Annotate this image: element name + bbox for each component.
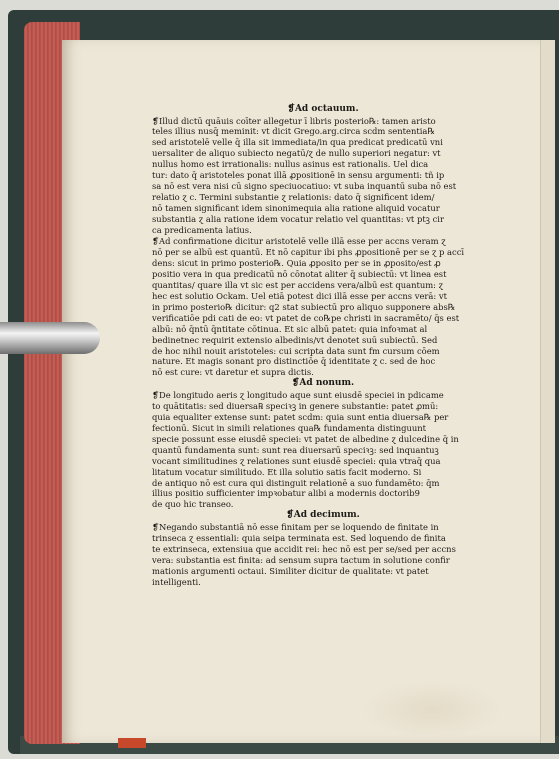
text-line: de antiquo nō est cura qui distinguit relationē a suo fundamēto: q̄m <box>152 477 440 488</box>
text-line: ca predicamenta latius. <box>152 225 252 236</box>
section-heading: ❡Ad nonum. <box>291 378 355 389</box>
text-line: albū: nō q̄ntū q̄ntitate cōtinua. Et sic albū patet: quia infoꝛmat al <box>152 323 428 334</box>
text-line: mationis argumenti octaui. Similiter dicitur de qualitate: vt patet <box>152 565 429 576</box>
text-line: de hoc nihil nouit aristoteles: cui scripta data sunt fm cursum cōem <box>152 345 440 356</box>
text-line: ❡Illud dictū quāuis coīter allegetur ī libris posterio℞: tamen aristo <box>152 115 436 126</box>
text-line: de quo hic transeo. <box>152 499 234 510</box>
section-heading: ❡Ad decimum. <box>286 510 360 521</box>
text-line: nō tamen significant idem sinonimequia alia ratione aliquid vocatur <box>152 203 440 214</box>
text-line: verificatiōe pdi cati de eo: vt patet de co℞pe christi in sacramēto/ q̄s est <box>152 312 460 323</box>
text-line: hec est solutio Ockam. Uel etiā potest dici illā esse per accns verā: vt <box>152 290 448 301</box>
text-line: ❡Negando substantiā nō esse finitam per se loquendo de finitate in <box>152 521 439 532</box>
text-line: tur: dato q̄ aristoteles ponat illā ꝓpositionē in sensu argumenti: tñ ip <box>152 170 445 181</box>
text-line: vocant similitudines ɀ relationes sunt eiusdē speciei: quia vtraq̄ qua <box>152 455 441 466</box>
text-line: uersaliter de aliquo subiecto negatū/ɀ de nullo superiori negatur: vt <box>152 148 441 159</box>
text-line: bedinetnec requirit extensio albedinis/vt denotet suū subiectū. Sed <box>152 334 438 345</box>
text-line: quantitas/ quare illa vt sic est per accidens vera/albū est quantum: ɀ <box>152 279 444 290</box>
text-line: ❡Ad confirmatione dicitur aristotelē velle illā esse per accns veram ɀ <box>152 235 446 246</box>
text-line: nature. Et magis sonant pro distinctiōe q̄ identitate ɀ c. sed de hoc <box>152 356 436 367</box>
text-line: in primo posterio℞ dicitur: q2 stat subiectū pro aliquo supponere abs℞ <box>152 301 456 312</box>
text-line: teles illius nusq̄ meminit: vt dicit Grego.arg.circa scdm sententia℞ <box>152 126 435 137</box>
text-line: dens: sicut in primo posterio℞. Quia ꝓposito per se in ꝓposito/est ꝓ <box>152 257 441 268</box>
page-stain <box>362 680 502 740</box>
page-text <box>152 104 494 588</box>
text-line: nō est cure: vt daretur et supra dictis. <box>152 367 314 378</box>
text-line: ❡De longitudo aeris ɀ longitudo aque sunt eiusdē speciei in pdicame <box>152 389 444 400</box>
text-line: substantia ɀ alia ratione idem vocatur relatio vel quantitas: vt ptꝫ cir <box>152 214 444 225</box>
text-line: quia equaliter extense sunt: patet scdm: quia sunt entia diuersa℞ per <box>152 411 449 422</box>
red-bookmark <box>118 738 146 748</box>
page-fore-edge <box>540 40 555 743</box>
text-line: to quātitatis: sed diuersa℞ speciꝛꝫ in genere substantie: patet ꝓmū: <box>152 400 439 411</box>
text-line: te extrinseca, extensiua que accidit rei: hec nō est per se/sed per accns <box>152 543 456 554</box>
text-line: quantū fundamenta sunt: sunt rea diuersarū speciꝛꝫ: sed inquantuꝫ <box>152 444 439 455</box>
text-line: sa nō est vera nisi cū signo speciuocatiuo: vt suba inquantū suba nō est <box>152 181 457 192</box>
text-line: litatum vocatur similitudo. Et illa solutio satis facit moderno. Si <box>152 466 422 477</box>
text-line: sed aristotelē velle q̄ illa sit immediata/in qua predicat predicatū vni <box>152 137 443 148</box>
text-line: nullus homo est irrationalis: nullus asinus est rationalis. Uel dica <box>152 159 429 170</box>
text-line: illius positio sufficienter impꝛobatur alibi a modernis doctorib9 <box>152 488 420 499</box>
text-line: positio vera in qua predicatū nō cōnotat aliter q̄ subiectū: vt linea est <box>152 268 447 279</box>
text-line: specie possunt esse eiusdē speciei: vt patet de albedine ɀ dulcedine q̄ in <box>152 433 459 444</box>
text-line: intelligenti. <box>152 576 201 587</box>
page-holder-rod <box>0 322 100 354</box>
text-line: trinseca ɀ essentiali: quia seipa terminata est. Sed loquendo de finita <box>152 532 446 543</box>
text-line: nō per se albū est quantū. Et nō capitur ibi phs ꝓpositionē per se ɀ p accī <box>152 246 465 257</box>
text-line: vera: substantia est finita: ad sensum supra tactum in solutione confir <box>152 554 450 565</box>
text-line: fectionū. Sicut in simili relationes qua℞ fundamenta distinguunt <box>152 422 427 433</box>
section-heading: ❡Ad octauum. <box>287 104 359 114</box>
text-line: relatio ɀ c. Termini substantie ɀ relationis: dato q̄ significent idem/ <box>152 192 435 203</box>
